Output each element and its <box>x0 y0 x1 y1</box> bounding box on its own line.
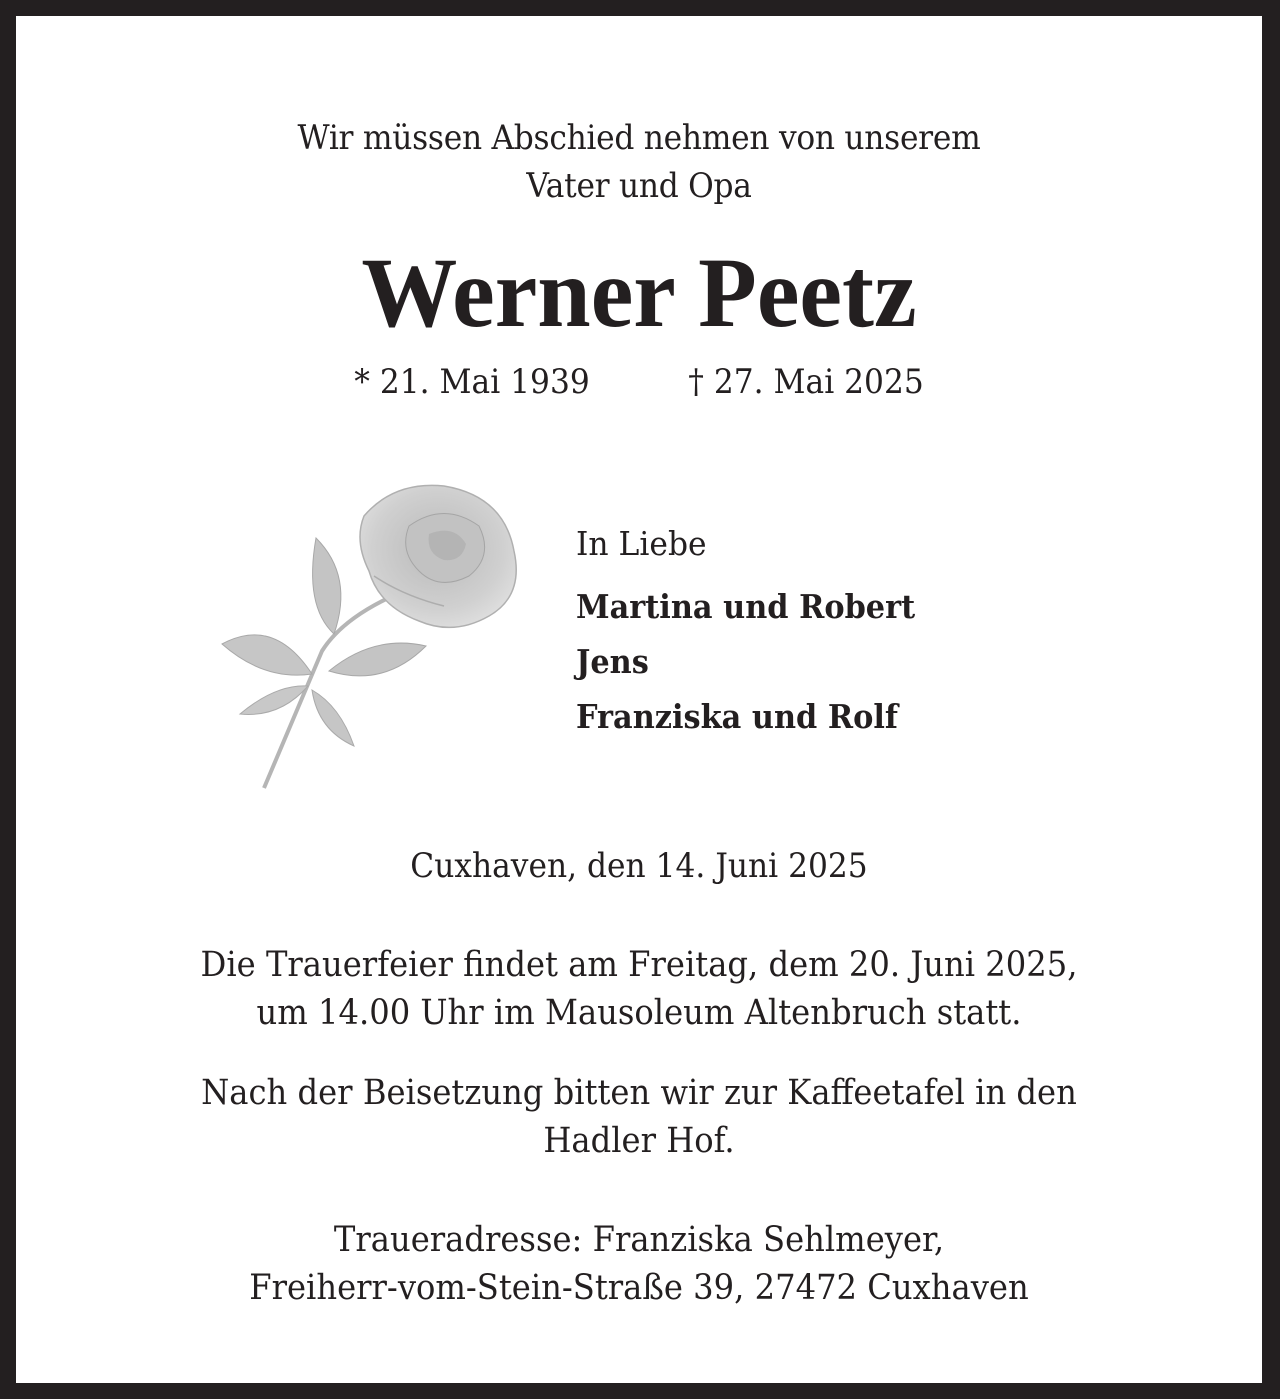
family-heading: In Liebe <box>576 524 707 563</box>
mourning-address <box>66 1216 1212 1312</box>
ceremony-line-2: um 14.00 Uhr im Mausoleum Altenbruch statt. <box>256 993 1022 1033</box>
coffee-info <box>66 1069 1212 1165</box>
address-line-2: Freiherr-vom-Stein-Straße 39, 27472 Cuxhaven <box>249 1268 1029 1308</box>
family-member: Jens <box>576 642 649 681</box>
coffee-line-1: Nach der Beisetzung bitten wir zur Kaffeetafel in den <box>201 1073 1077 1113</box>
birth-date: * 21. Mai 1939 <box>354 362 590 402</box>
coffee-line-2: Hadler Hof. <box>543 1121 735 1161</box>
ceremony-info <box>66 941 1212 1037</box>
obituary-notice <box>16 16 1262 1383</box>
place-date: Cuxhaven, den 14. Juni 2025 <box>410 846 868 886</box>
rose-icon <box>204 456 534 796</box>
death-date: † 27. Mai 2025 <box>688 362 924 402</box>
family-signatures <box>576 521 945 744</box>
deceased-name: Werner Peetz <box>361 237 917 348</box>
family-member: Franziska und Rolf <box>576 697 898 736</box>
intro-text <box>66 114 1212 210</box>
intro-line-1: Wir müssen Abschied nehmen von unserem <box>297 118 981 158</box>
ceremony-line-1: Die Trauerfeier findet am Freitag, dem 20. Juni 2025, <box>200 945 1078 985</box>
family-member: Martina und Robert <box>576 587 916 626</box>
life-dates <box>16 360 1262 404</box>
address-line-1: Traueradresse: Franziska Sehlmeyer, <box>333 1220 945 1260</box>
intro-line-2: Vater und Opa <box>526 166 752 206</box>
